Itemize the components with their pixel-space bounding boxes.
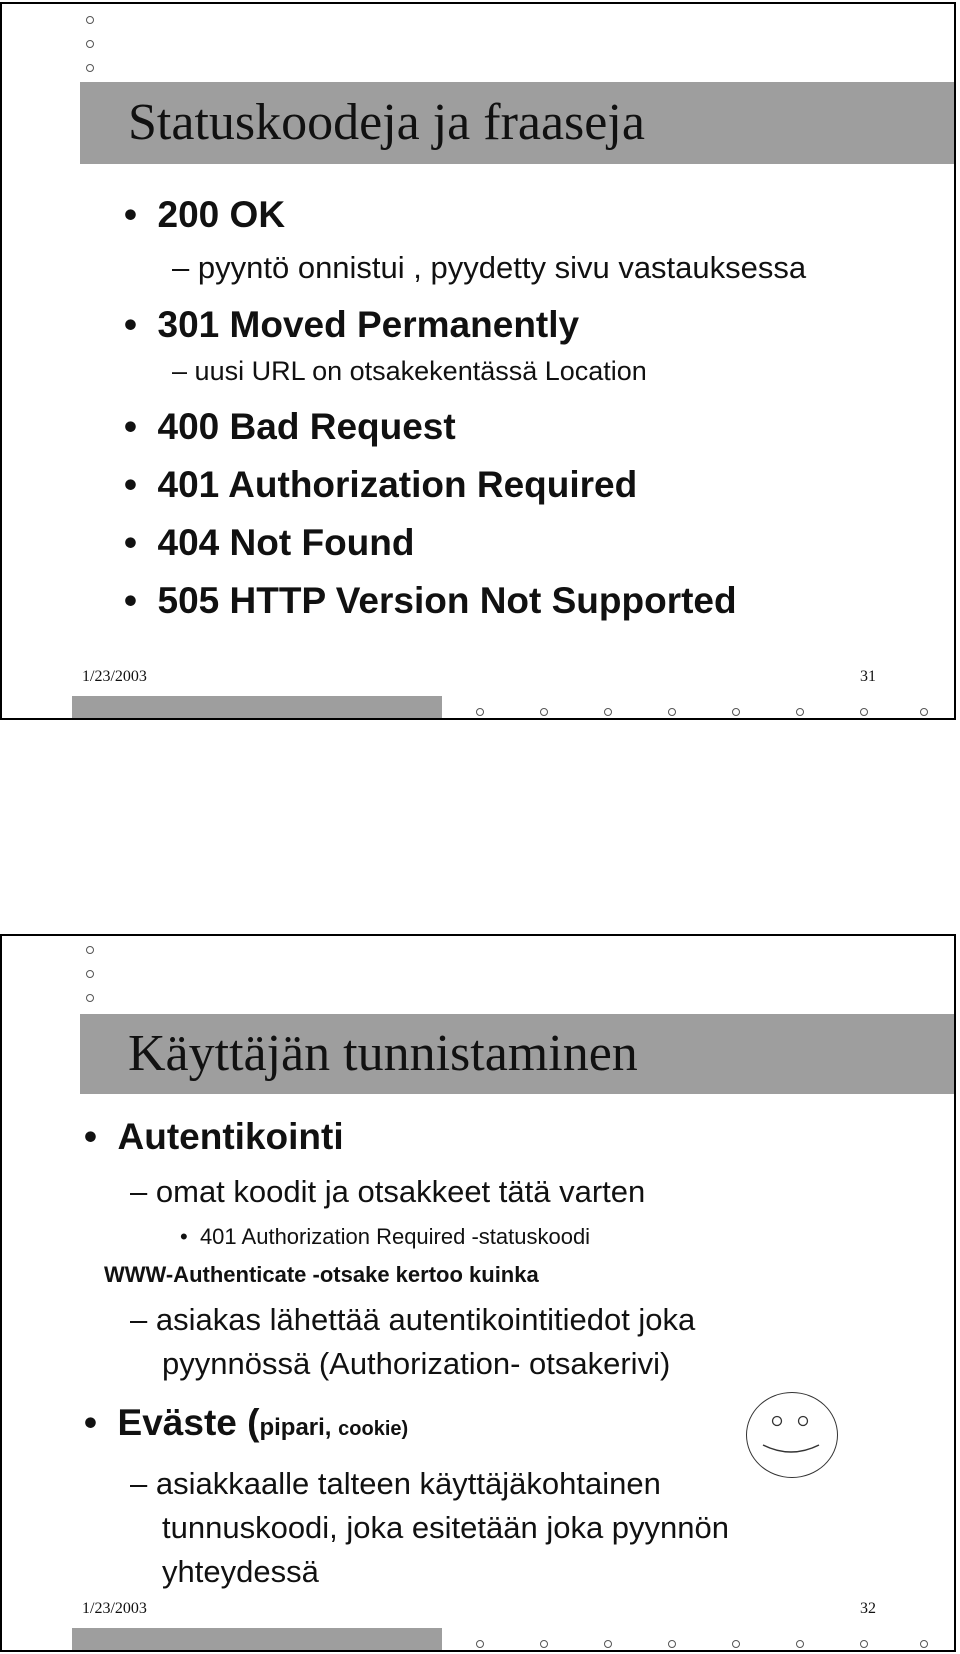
decor-circle-icon [86, 64, 94, 72]
bullet-item: • 404 Not Found [124, 522, 415, 563]
smiley-face-icon [746, 1392, 838, 1478]
decor-circle-icon [86, 946, 94, 954]
sub-item: – asiakkaalle talteen käyttäjäkohtainen [130, 1466, 661, 1501]
decor-circle-icon [668, 708, 676, 716]
decor-circle-icon [86, 40, 94, 48]
bullet-item: • Autentikointi [84, 1116, 344, 1157]
title-bar [80, 82, 954, 164]
bullet-item: • 200 OK [124, 194, 286, 235]
decor-circle-icon [668, 1640, 676, 1648]
decor-circle-icon [86, 994, 94, 1002]
decor-circle-icon [860, 1640, 868, 1648]
sub-sub-item: • 401 Authorization Required -statuskoodi [180, 1224, 591, 1249]
decor-circle-icon [476, 1640, 484, 1648]
sub-item: – asiakas lähettää autentikointitiedot joka [130, 1302, 696, 1337]
bullet-item: • 505 HTTP Version Not Supported [124, 580, 737, 621]
decor-circle-icon [86, 970, 94, 978]
bullet-item: • Eväste (pipari, cookie) [84, 1402, 409, 1443]
decor-circle-icon [540, 708, 548, 716]
decor-circle-icon [796, 1640, 804, 1648]
decor-circle-icon [476, 708, 484, 716]
sub-item-continuation: pyynnössä (Authorization- otsakerivi) [162, 1346, 671, 1381]
sub-item: – pyyntö onnistui , pyydetty sivu vastauksessa [172, 250, 807, 285]
bullet-item: • 401 Authorization Required [124, 464, 638, 505]
label-line: WWW-Authenticate -otsake kertoo kuinka [104, 1262, 539, 1287]
bullet-item: • 301 Moved Permanently [124, 304, 580, 345]
sub-item-continuation: tunnuskoodi, joka esitetään joka pyynnön [162, 1510, 730, 1545]
decor-circle-icon [920, 708, 928, 716]
decor-circle-icon [540, 1640, 548, 1648]
footer-date: 1/23/2003 [82, 1600, 147, 1617]
title-bar [80, 1014, 954, 1094]
bullet-item: • 400 Bad Request [124, 406, 456, 447]
slide-31 [0, 2, 956, 720]
decor-circle-icon [604, 1640, 612, 1648]
decor-circle-icon [860, 708, 868, 716]
decor-circle-icon [732, 708, 740, 716]
decor-circle-icon [920, 1640, 928, 1648]
footer-bar [72, 1628, 442, 1650]
decor-circle-icon [796, 708, 804, 716]
decor-circle-icon [86, 16, 94, 24]
decor-circle-icon [604, 708, 612, 716]
sub-item-continuation: yhteydessä [162, 1554, 319, 1589]
sub-item: – omat koodit ja otsakkeet tätä varten [130, 1174, 646, 1209]
page-number: 32 [860, 1600, 876, 1617]
sub-item: – uusi URL on otsakekentässä Location [172, 356, 647, 386]
slide-title: Statuskoodeja ja fraaseja [128, 94, 645, 151]
slide-title: Käyttäjän tunnistaminen [128, 1025, 638, 1082]
page-number: 31 [860, 668, 876, 685]
footer-bar [72, 696, 442, 718]
decor-circle-icon [732, 1640, 740, 1648]
footer-date: 1/23/2003 [82, 668, 147, 685]
slide-32 [0, 934, 956, 1652]
